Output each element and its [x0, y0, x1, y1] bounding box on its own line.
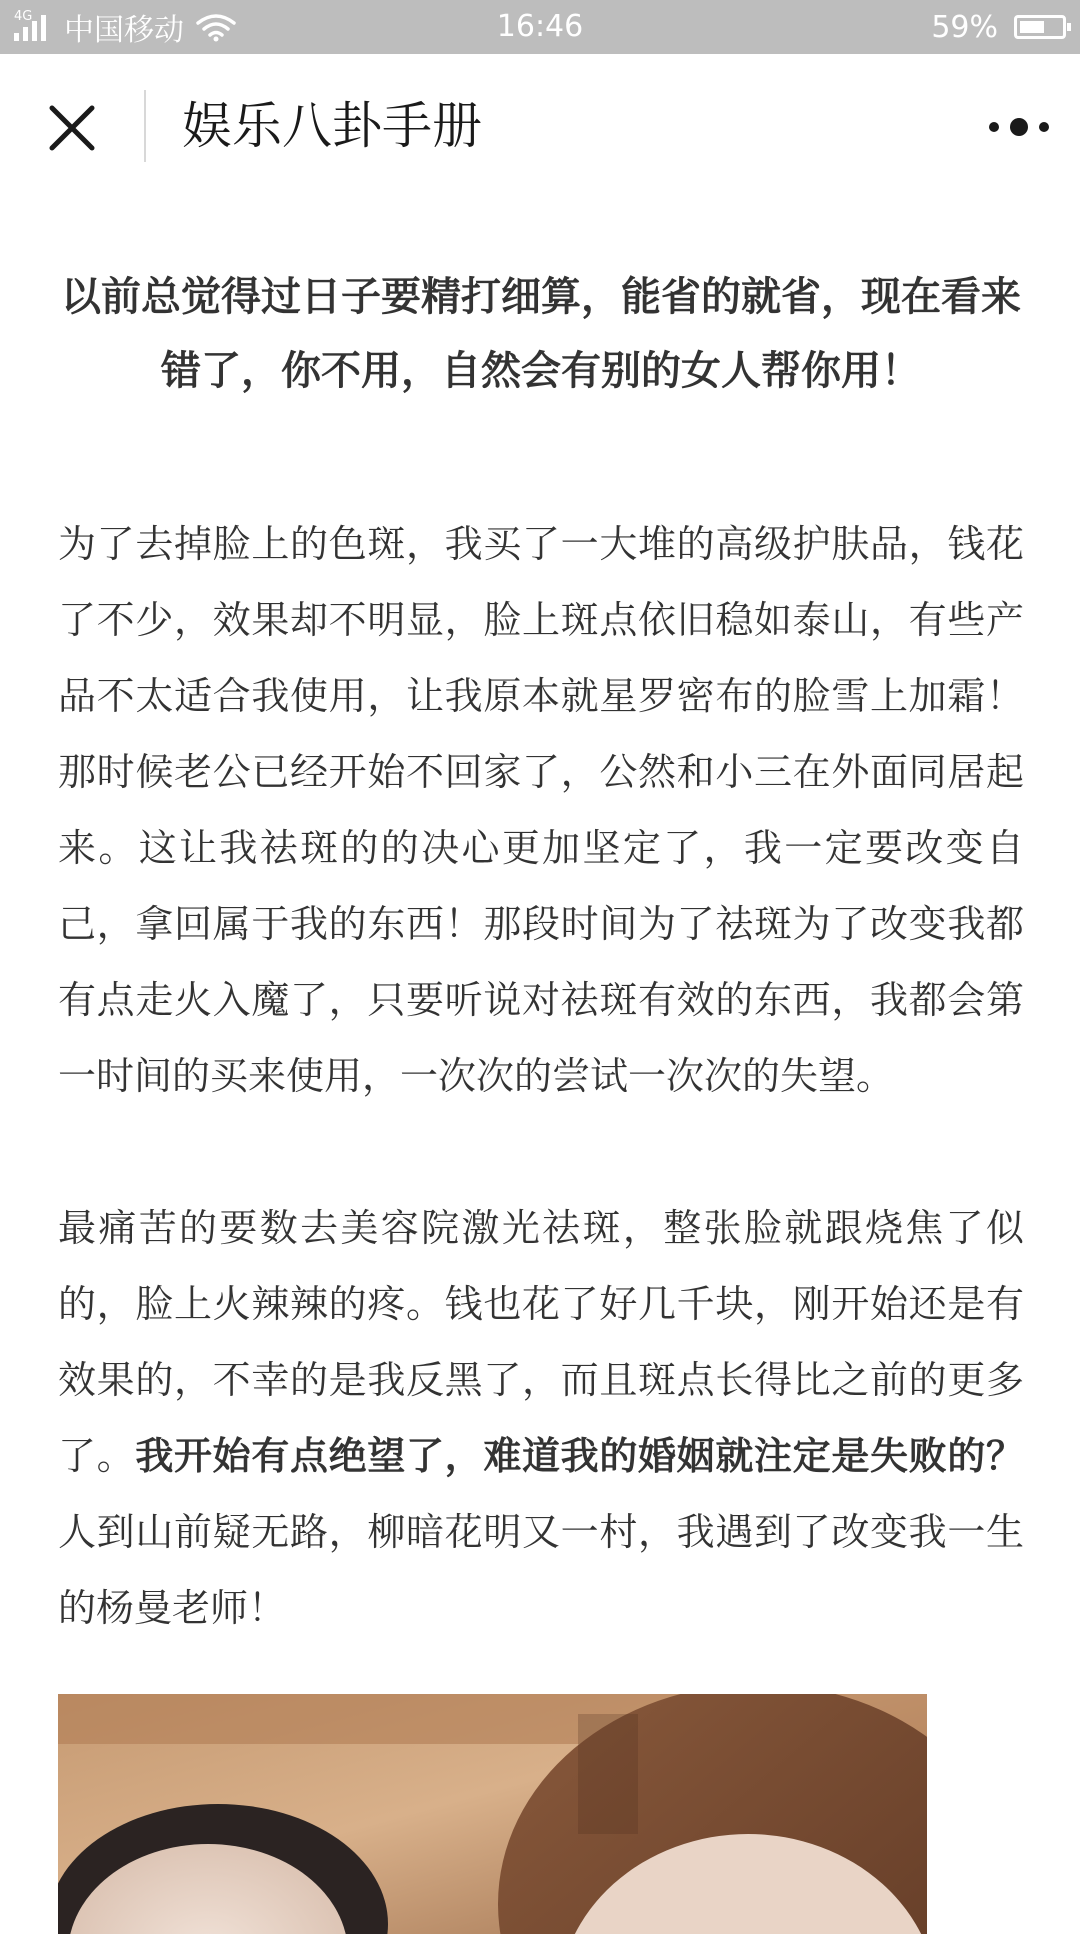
battery-percent: 59%	[931, 9, 998, 45]
network-type: 4G	[14, 9, 33, 24]
paragraph-2-bold-text: 我开始有点绝望了，难道我的婚姻就注定是失败的？	[135, 1434, 1024, 1478]
status-bar	[0, 0, 1080, 54]
carrier-name: 中国移动	[64, 13, 184, 48]
page-title: 娱乐八卦手册	[182, 97, 482, 155]
article-paragraph-2	[58, 1190, 1024, 1646]
nav-divider	[144, 90, 146, 162]
nav-bar	[0, 54, 1080, 198]
paragraph-2-text-a: 最痛苦的要数去美容院激光祛斑，整张脸就跟烧焦了似的，脸上火辣辣的疼。钱也花了好几千块，刚开始还是有效果的，不幸的是我反黑了，而且斑点长得比之前的更多了。	[58, 1206, 1024, 1478]
battery-nub	[1067, 23, 1071, 31]
article-body	[58, 198, 1024, 1646]
article-photo	[58, 1694, 927, 1934]
battery-level	[1020, 21, 1044, 33]
status-time: 16:46	[496, 9, 584, 44]
photo-image	[58, 1694, 927, 1934]
status-right	[931, 0, 1066, 54]
close-icon[interactable]	[40, 96, 104, 160]
paragraph-2-text-b: 人到山前疑无路，柳暗花明又一村，我遇到了改变我一生的杨曼老师！	[58, 1510, 1024, 1630]
article-paragraph-1: 为了去掉脸上的色斑，我买了一大堆的高级护肤品，钱花了不少，效果却不明显，脸上斑点依旧稳如泰山，有些产品不太适合我使用，让我原本就星罗密布的脸雪上加霜！那时候老公已经开始不回家了，公然和小三在外面同居起来。这让我祛斑的的决心更加坚定了，我一定要改变自己，拿回属于我的东西！那段时间为了祛斑为了改变我都有点走火入魔了，只要听说对祛斑有效的东西，我都会第一时间的买来使用，一次次的尝试一次次的失望。	[58, 522, 1024, 1098]
article-headline: 以前总觉得过日子要精打细算，能省的就省，现在看来错了，你不用，自然会有别的女人帮你用！	[61, 274, 1021, 394]
battery-icon	[1014, 15, 1066, 39]
more-icon[interactable]	[984, 102, 1054, 152]
